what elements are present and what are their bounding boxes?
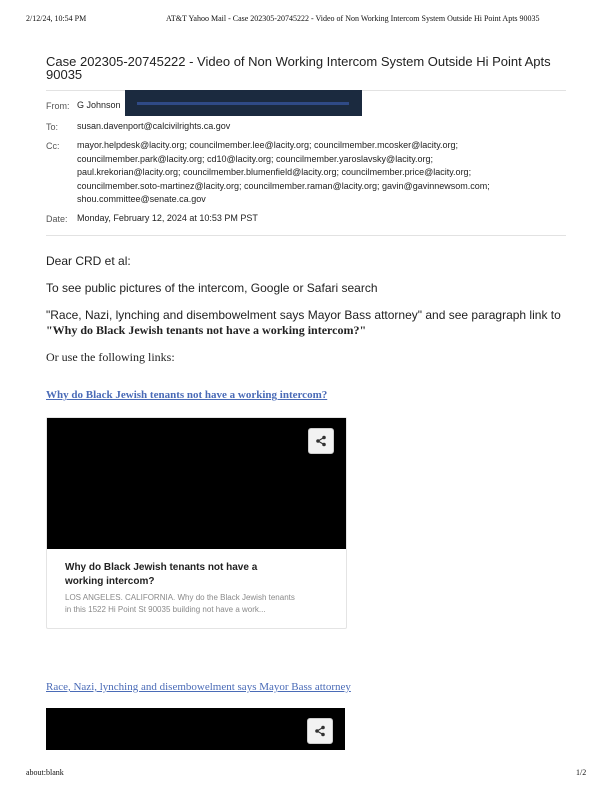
header-divider-bottom xyxy=(46,235,566,236)
card-title-line-2: working intercom? xyxy=(65,576,155,587)
share-button[interactable] xyxy=(308,428,334,454)
video-thumbnail[interactable] xyxy=(47,418,346,549)
mayor-bass-article-link[interactable]: Race, Nazi, lynching and disembowelment says Mayor Bass attorney xyxy=(46,681,351,693)
card-desc-line-1: LOS ANGELES. CALIFORNIA. Why do the Black Jewish tenants xyxy=(65,593,295,602)
video-thumbnail-2[interactable] xyxy=(46,708,345,750)
to-label: To: xyxy=(46,122,59,132)
print-title: AT&T Yahoo Mail - Case 202305-20745222 - Video of Non Working Intercom System Outside Hi Point Apts 90035 xyxy=(166,14,540,23)
share-button-2[interactable] xyxy=(307,718,333,744)
subject-line-2: 90035 xyxy=(46,67,83,82)
paragraph-3: Or use the following links: xyxy=(46,350,175,364)
date-value: Monday, February 12, 2024 at 10:53 PM PST xyxy=(77,213,258,223)
paragraph-2-quote: "Why do Black Jewish tenants not have a working intercom?" xyxy=(46,323,367,337)
cc-line: paul.krekorian@lacity.org; councilmember.blumenfield@lacity.org; councilmember.price@lacity.org; xyxy=(77,167,472,177)
subject-line-1: Case 202305-20745222 - Video of Non Working Intercom System Outside Hi Point Apts xyxy=(46,54,551,69)
card-description xyxy=(65,592,330,616)
cc-line: shou.committee@senate.ca.gov xyxy=(77,194,206,204)
print-footer-page: 1/2 xyxy=(576,768,587,777)
print-footer-url: about:blank xyxy=(26,768,64,777)
to-value: susan.davenport@calcivilrights.ca.gov xyxy=(77,121,231,131)
cc-line: mayor.helpdesk@lacity.org; councilmember.lee@lacity.org; councilmember.mcosker@lacity.org; xyxy=(77,140,459,150)
share-icon xyxy=(314,725,326,737)
from-label: From: xyxy=(46,101,70,111)
greeting: Dear CRD et al: xyxy=(46,254,131,268)
cc-list xyxy=(77,139,567,207)
date-label: Date: xyxy=(46,214,68,224)
paragraph-1: To see public pictures of the intercom, Google or Safari search xyxy=(46,281,378,295)
card-title-line-1: Why do Black Jewish tenants not have a xyxy=(65,562,258,573)
paragraph-2: "Race, Nazi, lynching and disembowelment says Mayor Bass attorney" and see paragraph link to xyxy=(46,308,561,322)
redaction-line xyxy=(137,102,349,105)
intercom-article-link[interactable]: Why do Black Jewish tenants not have a working intercom? xyxy=(46,389,328,401)
email-subject xyxy=(46,55,566,81)
share-icon xyxy=(315,435,327,447)
card-title[interactable] xyxy=(65,561,325,589)
print-datetime: 2/12/24, 10:54 PM xyxy=(26,14,87,23)
link-preview-card[interactable] xyxy=(46,417,347,629)
cc-label: Cc: xyxy=(46,141,60,151)
card-desc-line-2: in this 1522 Hi Point St 90035 building not have a work... xyxy=(65,605,266,614)
cc-line: councilmember.soto-martinez@lacity.org; councilmember.raman@lacity.org; gavin@gavinnewsom.com; xyxy=(77,180,490,191)
from-value: G Johnson xyxy=(77,100,121,110)
cc-line: councilmember.park@lacity.org; cd10@lacity.org; councilmember.yaroslavsky@lacity.org; xyxy=(77,153,434,164)
